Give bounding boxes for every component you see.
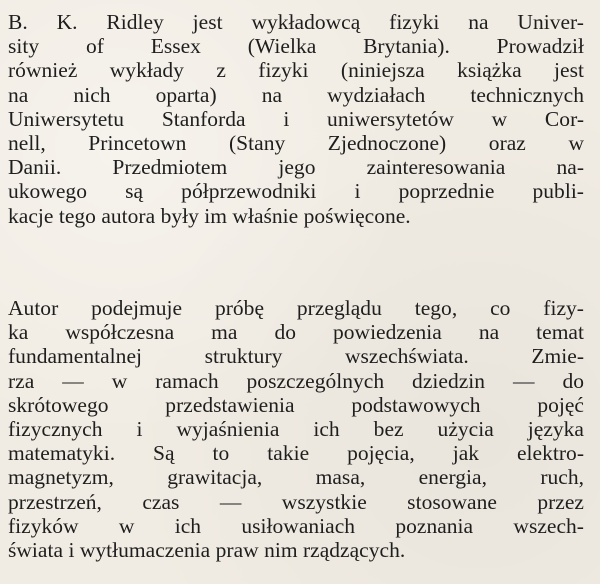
text-line: ka współczesna ma do powiedzenia na temat [8, 320, 584, 345]
text-line: skrótowego przedstawienia podstawowych pojęć [8, 392, 584, 417]
book-description-paragraph [8, 296, 584, 562]
text-line: na nich oparta) na wydziałach technicznych [8, 82, 584, 107]
text-line: sity of Essex (Wielka Brytania). Prowadził [8, 34, 584, 59]
text-line: matematyki. Są to takie pojęcia, jak elektro- [8, 441, 584, 466]
text-line: B. K. Ridley jest wykładowcą fizyki na Univer- [8, 10, 584, 34]
text-line: ukowego są półprzewodniki i poprzednie publi- [8, 179, 584, 204]
text-line: również wykłady z fizyki (niniejsza książka jest [8, 58, 584, 83]
text-line: magnetyzm, grawitacja, masa, energia, ruch, [8, 465, 584, 490]
text-line: fizycznych i wyjaśnienia ich bez użycia języka [8, 417, 584, 442]
text-line: fundamentalnej struktury wszechświata. Zmie- [8, 344, 584, 369]
text-line: Uniwersytetu Stanforda i uniwersytetów w Cor- [8, 106, 584, 131]
text-line: Danii. Przedmiotem jego zainteresowania na- [8, 155, 584, 180]
text-line: rza — w ramach poszczególnych dziedzin — do [8, 368, 584, 393]
text-line: świata i wytłumaczenia praw nim rządzących. [8, 538, 406, 563]
text-line: fizyków w ich usiłowaniach poznania wszech- [8, 513, 584, 538]
text-line: nell, Princetown (Stany Zjednoczone) oraz w [8, 131, 584, 156]
text-line: kacje tego autora były im właśnie poświęcone. [8, 203, 411, 228]
author-bio-paragraph [8, 10, 584, 228]
text-line: Autor podejmuje próbę przeglądu tego, co fizy- [8, 296, 584, 320]
text-line: przestrzeń, czas — wszystkie stosowane przez [8, 489, 584, 514]
